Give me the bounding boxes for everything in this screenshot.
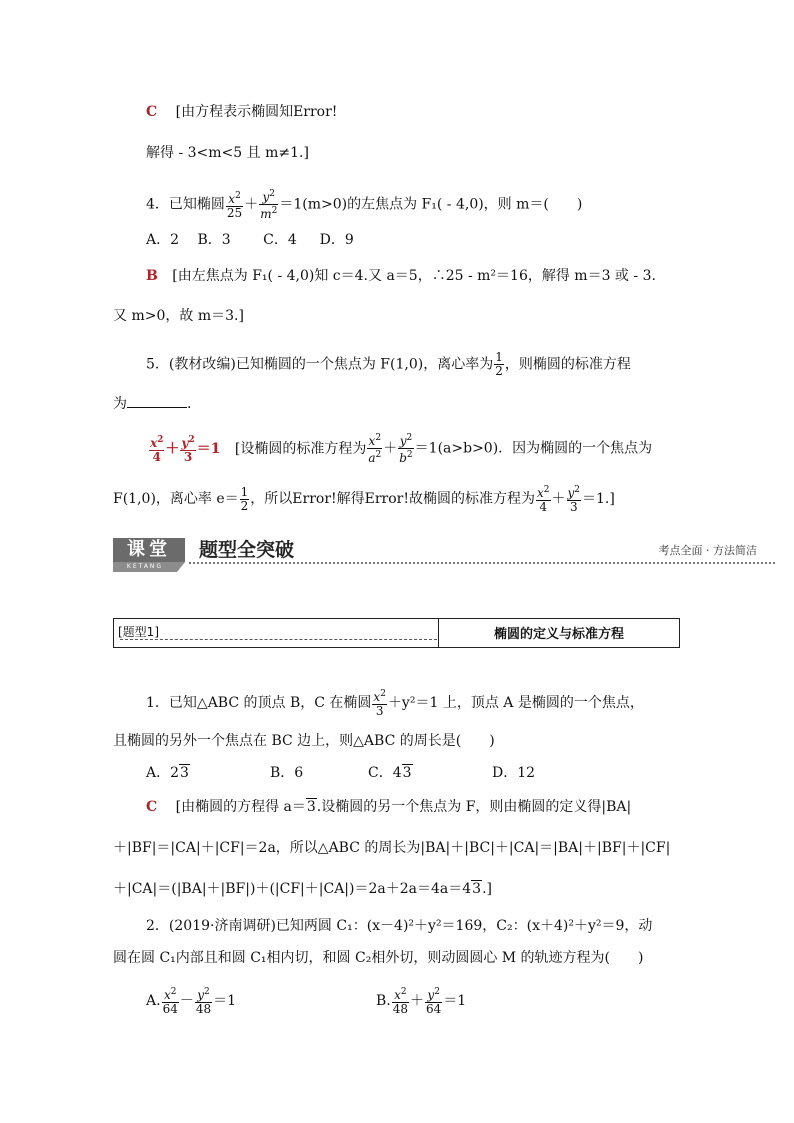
banner-tag-sub: KETANG: [113, 562, 177, 572]
p1-explanation-3: [113, 879, 492, 899]
q4-stem-b: (m>0)的左焦点为 F₁( - 4,0)，则 m＝( ): [302, 196, 583, 213]
p2-b-frac-1: $\frac{x^2}{48}$: [392, 987, 409, 1016]
p1-options: [146, 763, 566, 783]
p1-option-c-wrap: [368, 763, 413, 783]
q4-stem: 4．已知椭圆 $\frac{x^2}{25}$ ＋ $\frac{y^2}{m^2}$ ＝1(m>0)的左焦点为 F₁( - 4,0)，则 m＝( ): [146, 189, 583, 221]
q5-stem-end: ，则椭圆的标准方程: [504, 356, 631, 373]
q4-explanation-1: [由左焦点为 F₁( - 4,0)知 c＝4.又 a＝5，∴25 - m²＝16，解得 m＝3 或 - 3.: [172, 268, 656, 284]
p1-option-b: B．6: [270, 765, 304, 781]
q5-explanation-b: (a>b>0)．因为椭圆的一个焦点为: [437, 440, 653, 457]
q5-answer-formula: $\frac{x^2}{4}$ ＋ $\frac{y^2}{3}$ ＝1: [150, 434, 221, 464]
p1-stem-1a: 已知△ABC 的顶点 B，C 在椭圆: [168, 695, 372, 711]
q5-frac-y2b2: $\frac{y^2}{b^2}$: [399, 433, 413, 465]
q5-stem-2-text: 为: [113, 396, 127, 412]
banner-tag: 课堂: [113, 538, 185, 562]
q5-frac-y23: $\frac{y^2}{3}$: [567, 485, 581, 514]
q4-options: A．2 B．3 C．4 D．9: [146, 232, 354, 248]
q5-explanation-line3: F(1,0)，离心率 e＝ $\frac{1}{2}$ ，所以Error!解得Error!故椭圆的标准方程为 $\frac{x^2}{4}$ ＋ $\frac{y^2}{3}$ ＝1.]: [113, 484, 615, 514]
q4-stem-a: 已知椭圆: [168, 196, 225, 213]
p1-sqrt-a: 3: [306, 799, 316, 815]
q4-answer-letter: B: [146, 268, 158, 284]
q5-answer-line: $\frac{x^2}{4}$ ＋ $\frac{y^2}{3}$ ＝1 [设椭圆的标准方程为 $\frac{x^2}{a^2}$ ＋ $\frac{y^2}{b^2}$ ＝1(a>b>0)．因为椭圆的一个焦点为: [150, 433, 653, 465]
q5-frac-e: $\frac{1}{2}$: [240, 484, 249, 513]
p1-frac: $\frac{x^2}{3}$: [373, 689, 386, 718]
banner-right-text: 考点全面 · 方法简洁: [658, 544, 757, 557]
p1-explanation-3b: .]: [482, 881, 492, 897]
p1-stem-1b: ＋y²＝1 上，顶点 A 是椭圆的一个焦点，: [387, 695, 644, 711]
q5-stem-2: 为 .: [113, 396, 192, 412]
p2-option-b-line: B. $\frac{x^2}{48}$ ＋ $\frac{y^2}{64}$ ＝1: [376, 987, 467, 1016]
p1-answer-letter: C: [146, 799, 158, 815]
q3-explanation-1: [由方程表示椭圆知Error!: [175, 104, 338, 120]
p1-stem-2: 且椭圆的另外一个焦点在 BC 边上，则△ABC 的周长是( ): [113, 733, 495, 749]
q3-explanation-2: 解得 - 3<m<5 且 m≠1.]: [146, 145, 309, 161]
q5-stem: [146, 351, 631, 378]
p2-option-a: A.: [146, 993, 161, 1009]
p1-option-d: D．12: [492, 765, 536, 781]
p2-stem-2: 圆在圆 C₁内部且和圆 C₁相内切，和圆 C₂相外切，则动圆圆心 M 的轨迹方程为( ): [113, 950, 644, 966]
banner-tag-corner: [177, 562, 185, 572]
type-box-dash: [120, 639, 437, 640]
p1-explanation-3a: ＋|CA|＝(|BA|＋|BF|)＋(|CF|＋|CA|)＝2a＋2a＝4a＝4: [113, 881, 472, 897]
p1-option-a-sqrt: 3: [180, 765, 189, 781]
banner-title: 题型全突破: [199, 539, 295, 561]
banner-rule: [189, 562, 775, 564]
type-box-label: [题型1]: [118, 625, 159, 639]
q5-stem-text: (教材改编)已知椭圆的一个焦点为 F(1,0)，离心率为: [168, 356, 494, 373]
p1-option-c: C．4: [368, 765, 402, 781]
p1-explanation-1b: .设椭圆的另一个焦点为 F，则由椭圆的定义得|BA|: [316, 799, 632, 815]
p2-option-a-line: A. $\frac{x^2}{64}$ － $\frac{y^2}{48}$ ＝1: [146, 987, 237, 1016]
q5-line3-c: ＝1.]: [582, 491, 615, 507]
p1-answer-line: [146, 797, 631, 817]
q5-line3-a: F(1,0)，离心率 e＝: [113, 491, 239, 507]
p1-explanation-2: ＋|BF|＝|CA|＋|CF|＝2a，所以△ABC 的周长为|BA|＋|BC|＋|CA|＝|BA|＋|BF|＋|CF|: [113, 840, 671, 856]
p1-number: 1．: [146, 695, 169, 711]
p1-option-c-sqrt: 3: [402, 765, 412, 781]
type-box: [113, 618, 680, 648]
p1-sqrt-final: 3: [472, 881, 482, 897]
p1-explanation-1a: [由椭圆的方程得 a＝: [175, 799, 306, 815]
p2-b-frac-2: $\frac{y^2}{64}$: [426, 987, 442, 1016]
p2-stem-1: [146, 916, 652, 936]
q5-frac-half: $\frac{1}{2}$: [495, 350, 503, 378]
q5-line3-b: ，所以Error!解得Error!故椭圆的标准方程为: [250, 491, 535, 507]
q4-frac-2: $\frac{y^2}{m^2}$: [260, 189, 278, 221]
q4-number: 4．: [146, 196, 169, 213]
q3-answer-line: [146, 102, 337, 122]
q5-explanation-a: [设椭圆的标准方程为: [234, 440, 367, 457]
q4-explanation-2: 又 m>0，故 m＝3.]: [113, 308, 244, 324]
q4-answer-line: [146, 266, 656, 286]
section-banner: [113, 538, 775, 574]
p1-option-a: A．2: [146, 765, 180, 781]
q5-frac-x24: $\frac{x^2}{4}$: [536, 485, 550, 514]
p2-a-frac-2: $\frac{y^2}{48}$: [195, 987, 212, 1016]
p2-option-b: B.: [376, 993, 391, 1009]
p2-stem-1-text: (2019·济南调研)已知两圆 C₁：(x－4)²＋y²＝169，C₂：(x＋4)²＋y²＝9，动: [168, 918, 653, 934]
type-box-title: 椭圆的定义与标准方程: [493, 627, 624, 642]
q5-answer-blank: [127, 395, 187, 408]
q4-frac-1: $\frac{x^2}{25}$: [226, 190, 243, 220]
p1-stem-1: [146, 688, 644, 718]
q5-frac-x2a2: $\frac{x^2}{a^2}$: [368, 433, 382, 465]
q5-number: 5．: [146, 356, 169, 373]
p2-number: 2．: [146, 918, 169, 934]
q3-answer-letter: C: [146, 104, 158, 120]
p2-a-frac-1: $\frac{x^2}{64}$: [162, 987, 178, 1016]
